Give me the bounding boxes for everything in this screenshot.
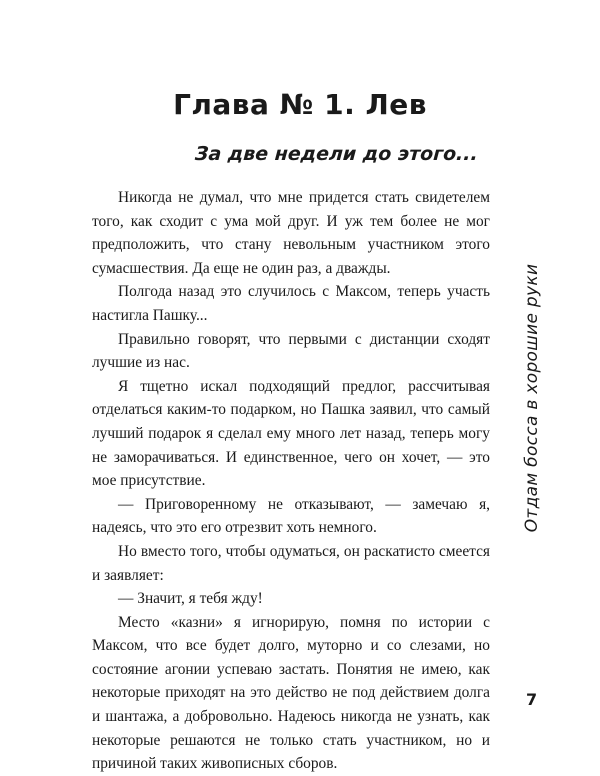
paragraph: Я тщетно искал подходящий предлог, рассчитывая отделаться каким-то подарком, но Пашка заявил, что самый лучший подарок я сделал ему много лет назад, теперь могу не заморачиваться. И единственное, чего он хочет, — это мое присутствие. [92, 377, 490, 490]
body-text [92, 186, 490, 776]
paragraph: Правильно говорят, что первыми с дистанции сходят лучшие из нас. [92, 330, 490, 372]
chapter-subtitle: За две недели до этого... [194, 143, 479, 165]
paragraph: Никогда не думал, что мне придется стать свидетелем того, как сходит с ума мой друг. И уж тем более не мог предположить, что стану невольным участником этого сумасшествия. Да еще не один раз, а дважды. [92, 189, 490, 277]
paragraph: Место «казни» я игнорирую, помня по истории с Максом, что все будет долго, муторно и со слезами, но состояние агонии успеваю застать. Понятия не имею, как некоторые приходят на это действо не под действием долга и шантажа, а добровольно. Надеюсь никогда не узнать, как некоторые решаются не только стать участником, но и причиной таких живописных сборов. [92, 613, 490, 773]
paragraph: — Приговоренному не отказывают, — замечаю я, надеясь, что это его отрезвит хоть немного. [92, 495, 490, 537]
running-title: Отдам боссa в хорошие руки [522, 263, 542, 533]
paragraph: — Значит, я тебя жду! [118, 590, 263, 608]
page-number: 7 [526, 690, 538, 709]
chapter-title: Глава № 1. Лев [173, 88, 427, 121]
paragraph: Но вместо того, чтобы одуматься, он раскатисто смеется и заявляет: [92, 542, 490, 584]
paragraph: Полгода назад это случилось с Максом, теперь участь настигла Пашку... [92, 283, 490, 324]
